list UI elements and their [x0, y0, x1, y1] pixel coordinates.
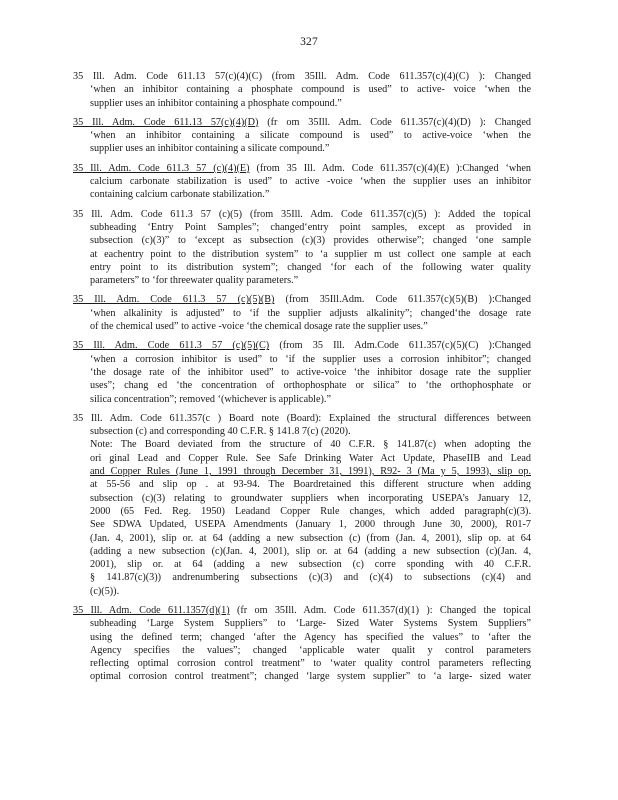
- amendment-entry: [73, 604, 531, 684]
- entry-line: subheading ‘Large System Suppliers” to ‘Large- Sized Water Systems System Suppliers”: [90, 618, 531, 630]
- entry-line: 35 Ill. Adm. Code 611.357(c ) Board note (Board): Explained the structural differences between: [73, 412, 531, 424]
- entry-line: uses”; chang ed ‘the concentration of orthophosphate or silica” to ‘the orthophosphate or: [90, 380, 531, 392]
- entry-line: ‘when a corrosion inhibitor is used” to ‘if the supplier uses a corrosion inhibitor”; changed: [90, 353, 531, 365]
- entry-line: supplier uses an inhibitor containing a phosphate compound.”: [90, 97, 342, 109]
- entry-line: entry point to its distribution system”; changed ‘for each of the following water quality: [90, 261, 531, 273]
- entry-line: subsection (c) and corresponding 40 C.F.R. § 141.8 7(c) (2020).: [90, 426, 351, 438]
- citation-underline: 35 Ill. Adm. Code 611.1357(d)(1): [73, 604, 230, 616]
- amendment-list: [73, 70, 531, 690]
- entry-line: reflecting optimal corrosion control treatment” to ‘water quality control parameters reflecting: [90, 658, 531, 670]
- board-note-line: (Jan. 4, 2001), slip or. at 64 (adding a new subsection (c) (from (Jan. 4, 2001), slip op. at 64: [90, 532, 531, 544]
- entry-line: ‘when an inhibitor containing a silicate compound is used” to active-voice ‘when the: [90, 130, 531, 142]
- citation-underline: 35 Ill. Adm. Code 611.3 57 (c)(4)(E): [73, 162, 250, 174]
- entry-line: ‘when alkalinity is adjusted” to ‘if the supplier adjusts alkalinity”; changed‘the dosage rate: [90, 307, 531, 319]
- board-note-line: at 55-56 and slip op . at 93-94. The Boardretained this different structure when adding: [90, 479, 531, 491]
- entry-line: ‘when an inhibitor containing a phosphate compound is used” to active- voice ‘when the: [90, 84, 531, 96]
- entry-line: of the chemical used” to active -voice ‘the chemical dosage rate the supplier uses.”: [90, 321, 428, 333]
- entry-line: Agency specifies the values”; changed ‘applicable water qualit y control parameters: [90, 644, 531, 656]
- entry-line: silica concentration”; removed ‘(whichever is applicable).”: [90, 393, 331, 405]
- entry-line: 35 Ill. Adm. Code 611.3 57 (c)(4)(E) (from 35 Ill. Adm. Code 611.357(c)(4)(E) ):Changed ‘when: [73, 162, 531, 174]
- entry-line: subsection (c)(3)” to ‘except as subsection (c)(3) provides otherwise”; changed ‘one sample: [90, 235, 531, 247]
- entry-line: subheading ‘Entry Point Samples”; changed‘entry point samples, except as provided in: [90, 221, 531, 233]
- entry-line: 35 Ill. Adm. Code 611.13 57(c)(4)(C) (from 35Ill. Adm. Code 611.357(c)(4)(C) ): Changed: [73, 71, 531, 82]
- board-note-line: 2001), slip or. at 64 (adding a new subsection (c) corre sponding with 40 C.F.R.: [90, 559, 531, 571]
- amendment-entry: [73, 208, 531, 288]
- amendment-entry: [73, 162, 531, 202]
- citation-underline: 35 Ill. Adm. Code 611.3 57 (c)(5)(B): [73, 294, 275, 306]
- board-note-line: subsection (c)(3) relating to groundwater suppliers when incorporating USEPA’s January 12,: [90, 492, 531, 504]
- entry-line: at eachentry point to the distribution system” to ‘a supplier m ust collect one sample at each: [90, 248, 531, 260]
- entry-line: using the defined term; changed ‘after the Agency has specified the values” to ‘after the: [90, 631, 531, 643]
- citation-link-line: and Copper Rules (June 1, 1991 through December 31, 1991), R92- 3 (Ma y 5, 1993), slip op.: [90, 466, 531, 478]
- entry-line: 35 Ill. Adm. Code 611.3 57 (c)(5) (from 35Ill. Adm. Code 611.357(c)(5) ): Added the topical: [73, 208, 531, 220]
- amendment-entry: [73, 412, 531, 598]
- entry-line: ‘the dosage rate of the inhibitor used” to active-voice ‘the inhibitor dosage rate the supplier: [90, 366, 531, 378]
- board-note-line: (adding a new subsection (c)(Jan. 4, 2001), slip or. at 64 (adding a new subsection (c)(Jan. 4,: [90, 545, 531, 557]
- board-note-line: § 141.87(c)(3)) andrenumbering subsections (c)(3) and (c)(4) to subsections (c)(4) and: [90, 572, 531, 584]
- amendment-entry: [73, 70, 531, 110]
- board-note-line: ori ginal Lead and Copper Rule. See Safe Drinking Water Act Update, PhaseIIB and Lead: [90, 452, 531, 464]
- amendment-entry: [73, 116, 531, 156]
- board-note-line: Note: The Board deviated from the structure of 40 C.F.R. § 141.87(c) when adopting the: [90, 439, 531, 451]
- entry-line: containing calcium carbonate stabilization.”: [90, 189, 270, 201]
- entry-line: 35 Ill. Adm. Code 611.1357(d)(1) (fr om 35Ill. Adm. Code 611.357(d)(1) ): Changed the topical: [73, 604, 531, 616]
- entry-line: parameters” to ‘for threewater quality parameters.”: [90, 275, 299, 287]
- page-number: 327: [300, 36, 318, 48]
- entry-line: optimal corrosion control treatment”; changed ‘large system supplier” to ‘a large- sized water: [90, 671, 531, 683]
- board-note-line: 2000 (65 Fed. Reg. 1950) Leadand Copper Rule changes, which added paragraph(c)(3).: [90, 505, 531, 517]
- entry-line: 35 Ill. Adm. Code 611.3 57 (c)(5)(B) (from 35Ill.Adm. Code 611.357(c)(5)(B) ):Changed: [73, 294, 531, 306]
- citation-underline: 35 Ill. Adm. Code 611.3 57 (c)(5)(C): [73, 340, 270, 352]
- citation-underline: 35 Ill. Adm. Code 611.13 57(c)(4)(D): [73, 116, 259, 128]
- entry-line: 35 Ill. Adm. Code 611.3 57 (c)(5)(C) (from 35 Ill. Adm.Code 611.357(c)(5)(C) ):Changed: [73, 340, 531, 352]
- board-note-line: (c)(5)).: [90, 585, 120, 597]
- entry-line: supplier uses an inhibitor containing a silicate compound.”: [90, 143, 330, 155]
- amendment-entry: [73, 293, 531, 333]
- entry-line: 35 Ill. Adm. Code 611.13 57(c)(4)(D) (fr om 35Ill. Adm. Code 611.357(c)(4)(D) ): Changed: [73, 116, 531, 128]
- board-note-line: See SDWA Updated, USEPA Amendments (January 1, 2000 through June 30, 2000), R01-7: [90, 519, 531, 531]
- amendment-entry: [73, 339, 531, 405]
- entry-line: calcium carbonate stabilization is used” to active -voice ‘when the supplier uses an inhibitor: [90, 176, 531, 188]
